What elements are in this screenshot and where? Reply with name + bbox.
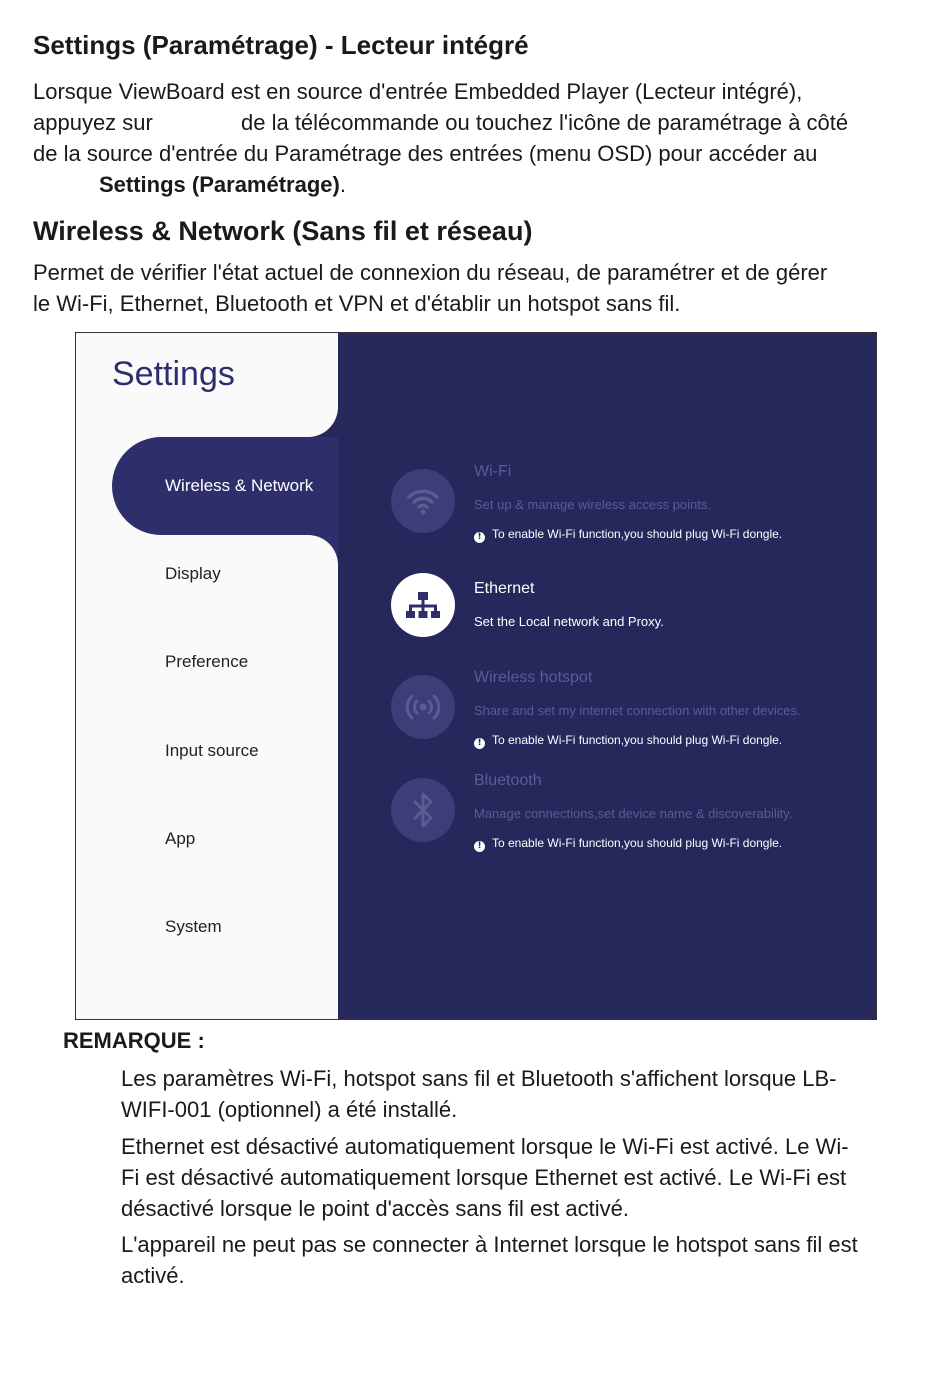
ethernet-icon <box>391 573 455 637</box>
hotspot-title: Wireless hotspot <box>474 669 593 686</box>
sidebar-item-app[interactable]: App <box>165 829 196 848</box>
section-heading: Wireless & Network (Sans fil et réseau) <box>33 216 533 246</box>
section-line-2: le Wi-Fi, Ethernet, Bluetooth et VPN et d'établir un hotspot sans fil. <box>33 291 681 316</box>
page-heading: Settings (Paramétrage) - Lecteur intégré <box>33 30 529 60</box>
active-tab-corner-top <box>308 407 338 437</box>
wifi-notice-text: To enable Wi-Fi function,you should plug Wi-Fi dongle. <box>492 527 783 541</box>
hotspot-icon <box>391 675 455 739</box>
sidebar-item-system[interactable]: System <box>165 917 222 936</box>
remark-line-2: WIFI-001 (optionnel) a été installé. <box>121 1097 458 1122</box>
bluetooth-title: Bluetooth <box>474 772 542 789</box>
bluetooth-notice <box>474 836 782 852</box>
intro-line-4 <box>99 169 346 200</box>
bluetooth-notice-text: To enable Wi-Fi function,you should plug Wi-Fi dongle. <box>492 836 783 850</box>
settings-screenshot <box>75 332 877 1020</box>
wifi-title: Wi-Fi <box>474 463 512 480</box>
sidebar-item-input-source[interactable]: Input source <box>165 741 259 760</box>
info-icon: ! <box>474 532 485 543</box>
sidebar-item-wireless-network[interactable] <box>112 437 338 535</box>
section-line-1: Permet de vérifier l'état actuel de connexion du réseau, de paramétrer et de gérer <box>33 260 828 285</box>
ethernet-title: Ethernet <box>474 580 535 597</box>
intro-line-2b: de la télécommande ou touchez l'icône de paramétrage à côté <box>241 110 849 135</box>
wifi-icon <box>391 469 455 533</box>
intro-period: . <box>339 172 346 197</box>
sidebar-item-preference[interactable]: Preference <box>165 652 249 671</box>
info-icon: ! <box>474 738 485 749</box>
remark-line-6: L'appareil ne peut pas se connecter à Internet lorsque le hotspot sans fil est <box>121 1232 858 1257</box>
intro-line-1: Lorsque ViewBoard est en source d'entrée Embedded Player (Lecteur intégré), <box>33 79 803 104</box>
remark-line-4: Fi est désactivé automatiquement lorsque Ethernet est activé. Le Wi-Fi est <box>121 1165 847 1190</box>
hotspot-notice-text: To enable Wi-Fi function,you should plug Wi-Fi dongle. <box>492 733 783 747</box>
intro-line-3: de la source d'entrée du Paramétrage des entrées (menu OSD) pour accéder au <box>33 141 818 166</box>
settings-sidebar <box>76 333 338 1019</box>
remark-line-1: Les paramètres Wi-Fi, hotspot sans fil et Bluetooth s'affichent lorsque LB- <box>121 1066 837 1091</box>
bluetooth-description: Manage connections,set device name & discoverability. <box>474 806 793 821</box>
remark-line-3: Ethernet est désactivé automatiquement lorsque le Wi-Fi est activé. Le Wi- <box>121 1134 849 1159</box>
active-tab-corner-bottom <box>308 535 338 565</box>
intro-line-2a: appuyez sur <box>33 110 153 135</box>
info-icon: ! <box>474 841 485 852</box>
hotspot-notice <box>474 733 782 749</box>
remark-line-7: activé. <box>121 1263 185 1288</box>
ethernet-description: Set the Local network and Proxy. <box>474 614 664 629</box>
wifi-description: Set up & manage wireless access points. <box>474 497 712 512</box>
settings-title: Settings <box>112 355 235 393</box>
wifi-notice <box>474 527 782 543</box>
sidebar-item-label: Wireless & Network <box>165 476 314 495</box>
remark-heading: REMARQUE : <box>63 1028 205 1053</box>
sidebar-item-display[interactable]: Display <box>165 564 221 583</box>
settings-reference: Settings (Paramétrage) <box>99 172 340 197</box>
bluetooth-icon <box>391 778 455 842</box>
hotspot-description: Share and set my internet connection with other devices. <box>474 703 801 718</box>
remark-line-5: désactivé lorsque le point d'accès sans fil est activé. <box>121 1196 630 1221</box>
settings-content <box>338 333 876 1019</box>
